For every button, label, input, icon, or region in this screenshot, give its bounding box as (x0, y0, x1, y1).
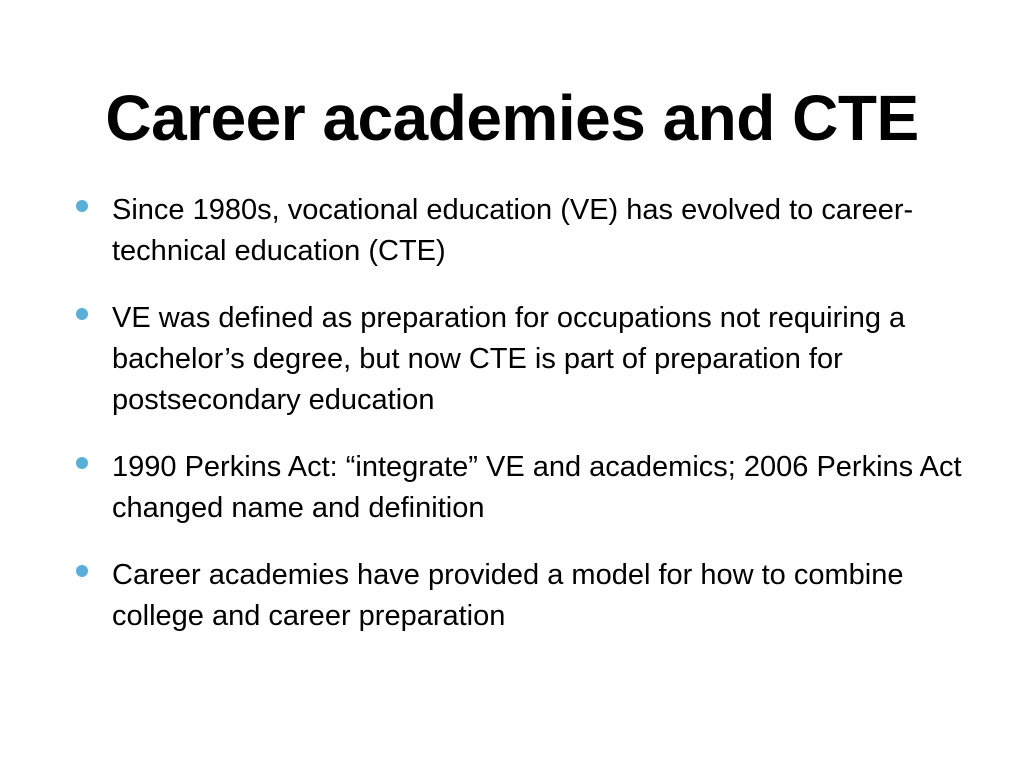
bullet-list (70, 190, 970, 663)
bullet-text: 1990 Perkins Act: “integrate” VE and academics; 2006 Perkins Act changed name and definition (112, 451, 962, 524)
bullet-text: VE was defined as preparation for occupations not requiring a bachelor’s degree, but now CTE is part of preparation for postsecondary education (112, 302, 906, 416)
bullet-item (70, 190, 970, 272)
slide-title: Career academies and CTE (105, 82, 919, 154)
bullet-dot-icon (76, 200, 88, 212)
bullet-text: Career academies have provided a model for how to combine college and career preparation (112, 559, 904, 632)
bullet-dot-icon (76, 565, 88, 577)
bullet-text: Since 1980s, vocational education (VE) has evolved to career-technical education (CTE) (112, 194, 914, 267)
bullet-dot-icon (76, 308, 88, 320)
bullet-dot-icon (76, 457, 88, 469)
bullet-item (70, 447, 970, 529)
bullet-item (70, 298, 970, 421)
bullet-item (70, 555, 970, 637)
